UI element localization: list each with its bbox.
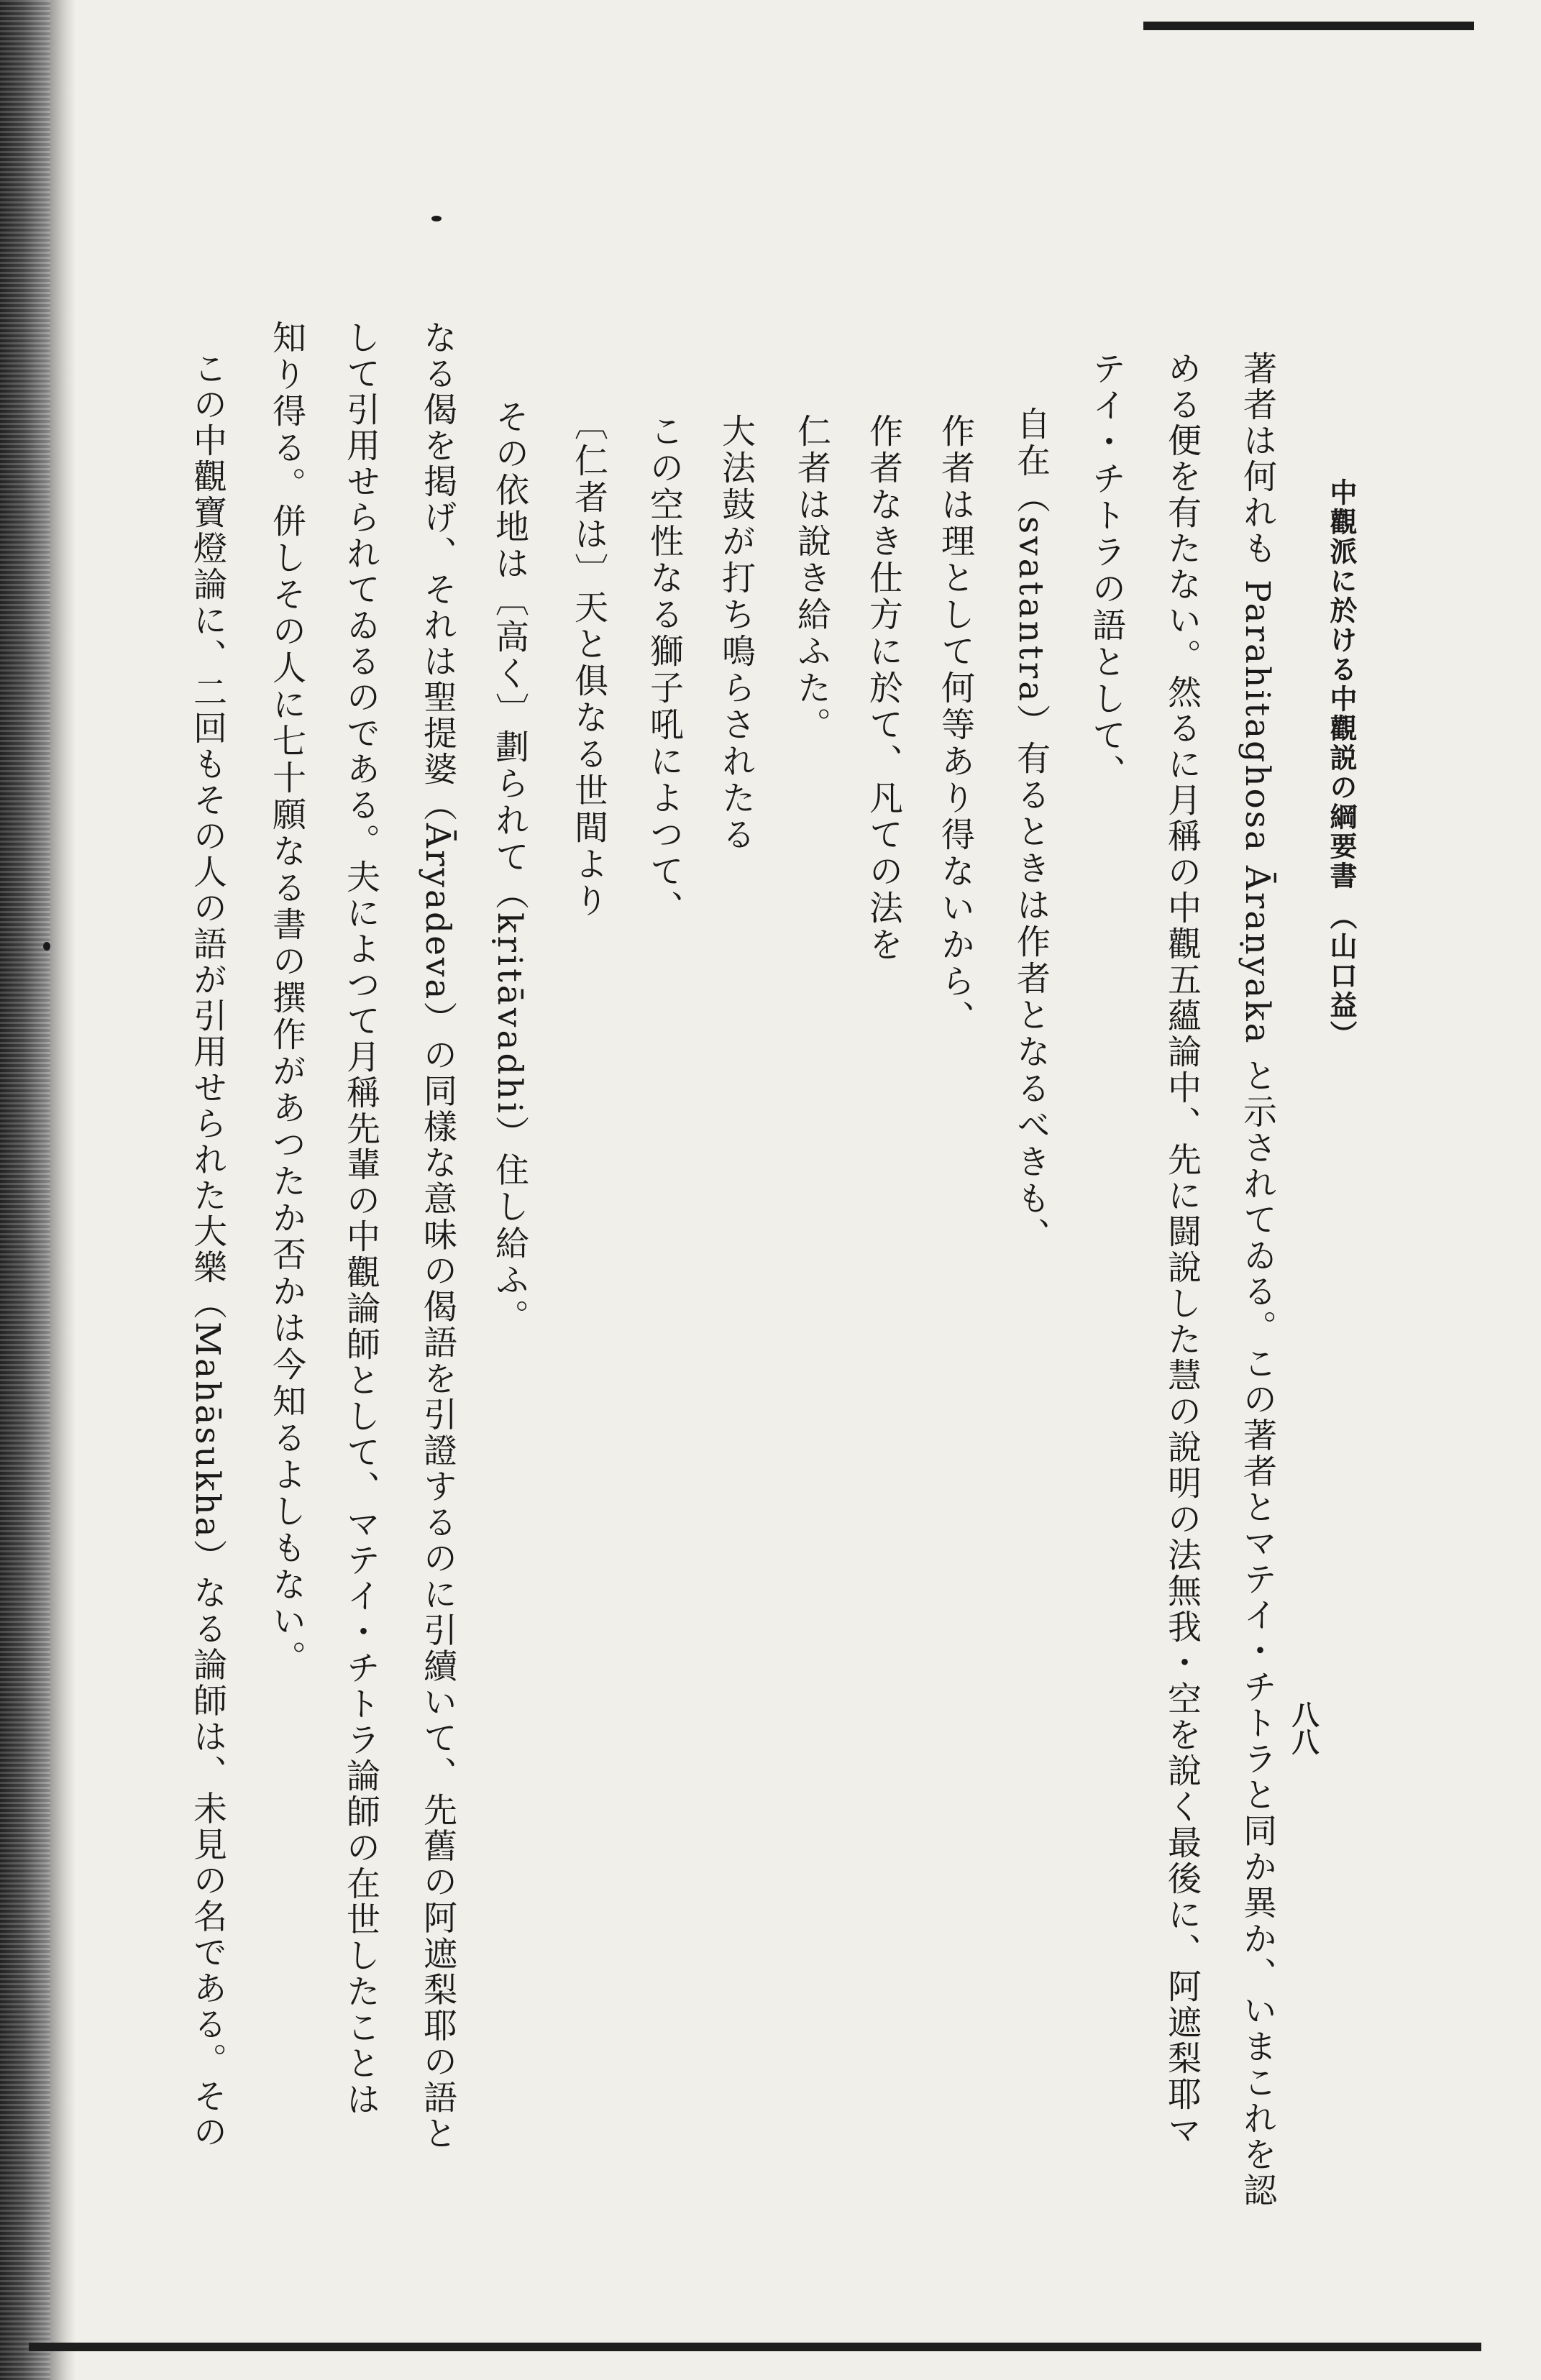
scan-edge-speckle: [0, 0, 50, 2380]
text-column-14: 知り得る。併しその人に七十願なる書の撰作があつたか否かは今知るよしもない。: [267, 320, 306, 1677]
scan-edge-bottom: [29, 2343, 1481, 2351]
text-column-10: 〔仁者は〕天と俱なる世間より: [569, 406, 608, 920]
text-column-8: 大法鼓が打ち鳴らされたる: [716, 413, 756, 853]
text-column-5: 作者は理として何等あり得ないから、: [936, 413, 975, 1037]
ink-smudge: [431, 216, 442, 221]
running-title: 中觀派に於ける中觀説の綱要書 （山口益）: [1325, 478, 1358, 1051]
text-column-3: テイ・チトラの語として、: [1087, 351, 1126, 791]
text-column-7: 仁者は說き給ふた。: [792, 413, 831, 743]
ink-smudge: [43, 942, 50, 951]
text-column-13: して引用せられてゐるのである。夫によつて月稱先輩の中觀論師として、マテイ・チトラ論師の在世したことは: [341, 320, 380, 2118]
text-column-6: 作者なき仕方に於て、凡ての法を: [864, 413, 903, 964]
text-column-12: なる偈を掲げ、それは聖提婆（Āryadeva）の同樣な意味の偈語を引證するのに引續いて、先舊の阿遮梨耶の語と: [418, 320, 457, 2152]
text-column-2: める便を有たない。然るに月稱の中觀五蘊論中、先に闘說した慧の說明の法無我・空を說く最後に、阿遮梨耶マ: [1162, 351, 1202, 2148]
scan-edge-top: [1143, 22, 1474, 30]
text-column-9: この空性なる獅子吼によつて、: [644, 413, 684, 927]
page-number: 八八: [1287, 1701, 1320, 1755]
text-column-11: その依地は〔高く〕劃られて（kṛitāvadhi）住し給ふ。: [490, 399, 529, 1336]
text-column-1: 著者は何れも Parahitaghosa Āraṇyaka と示されてゐる。この著者とマテイ・チトラと同か異か、いまこれを認: [1238, 351, 1277, 2209]
text-column-4: 自在（svatantra）有るときは作者となるべきも、: [1011, 406, 1051, 1255]
text-column-15: この中觀寶燈論に、二回もその人の語が引用せられた大樂（Mahāsukha）なる論師は、未見の名である。その: [188, 351, 227, 2151]
